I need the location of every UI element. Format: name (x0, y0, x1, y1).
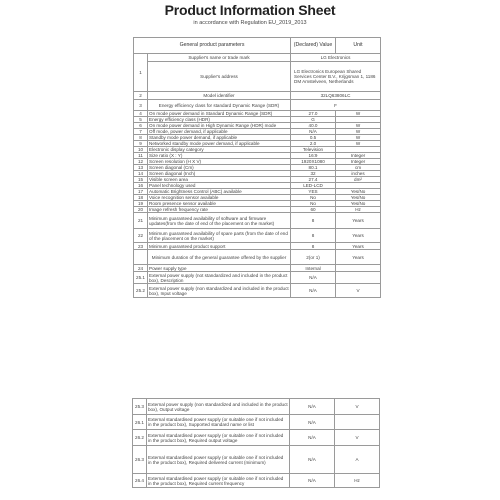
row-parameter: External power supply (non standardized and included in the product box), Output voltage (147, 399, 290, 415)
row-value: 8 (291, 243, 336, 250)
row-parameter: External standardised power supply (or suitable one if not included in the product box), Required current frequency (147, 474, 290, 488)
row-number: 16 (134, 183, 148, 189)
supplier-name-label: Supplier's name or trade mark (148, 54, 291, 62)
row-number: 26.3 (133, 446, 147, 474)
table-row (133, 415, 380, 430)
row-number: 26.2 (133, 430, 147, 446)
page-title: Product Information Sheet (164, 2, 336, 18)
row-number: 25.2 (134, 284, 148, 298)
row-parameter: Model identifier (148, 92, 291, 100)
row-number: 23 (134, 243, 148, 250)
row-parameter: On mode power demand in High Dynamic Range (HDR) mode (148, 123, 291, 129)
row-value: G (291, 117, 336, 123)
row-parameter: Networked standby mode power demand, if applicable (148, 141, 291, 147)
row-unit: W (336, 123, 381, 129)
row-value: F (291, 100, 381, 111)
row-value: N/A (290, 474, 335, 488)
row-unit: W (336, 135, 381, 141)
row-value: 32LQ63806LC (291, 92, 381, 100)
row-number: 5 (134, 117, 148, 123)
row-unit: W (336, 129, 381, 135)
row-value: N/A (290, 415, 335, 430)
table-row (134, 229, 381, 243)
row-number: 21 (134, 213, 148, 229)
row-parameter: Electronic display category (148, 147, 291, 153)
row-parameter: Standby mode power demand, if applicable (148, 135, 291, 141)
row-value: N/A (290, 430, 335, 446)
row-number: 4 (134, 111, 148, 117)
row-unit: V (335, 430, 380, 446)
row-value: Television (291, 147, 336, 153)
row-number: 25.1 (134, 272, 148, 284)
row-value: LED-LCD (291, 183, 336, 189)
row-unit: Yes/No (336, 189, 381, 195)
row-number: 1 (134, 54, 148, 92)
table-row (133, 399, 380, 415)
row-unit: Hz (335, 474, 380, 488)
row-parameter: Image refresh frequency rate (148, 207, 291, 213)
page-subtitle: in accordance with Regulation EU_2019_2013 (193, 20, 307, 26)
power-supply-table (132, 398, 380, 488)
table-row (134, 250, 381, 265)
row-number: 25.3 (133, 399, 147, 415)
row-unit: dm² (336, 177, 381, 183)
row-value: 8 (291, 229, 336, 243)
row-value: 8 (291, 213, 336, 229)
row-value: 27.0 (291, 111, 336, 117)
row-value: 27.4 (291, 177, 336, 183)
row-number: 15 (134, 177, 148, 183)
header-unit: Unit (336, 38, 381, 54)
row-number: 20 (134, 207, 148, 213)
row-value: No (291, 195, 336, 201)
supplier-name-value: LG Electronics (291, 54, 381, 62)
row-number: 9 (134, 141, 148, 147)
row-number: 19 (134, 201, 148, 207)
row-number: 13 (134, 165, 148, 171)
row-unit: Yes/No (336, 195, 381, 201)
supplier-address-label: Supplier's address (148, 62, 291, 92)
row-parameter: External power supply (non standardized and included in the product box), Input voltage (149, 285, 289, 296)
row-value: YES (291, 189, 336, 195)
row-unit: Years (336, 229, 381, 243)
supplier-address-value: LG Electronics European Shared Services Center B.V., Krijgsman 1, 1186 DM Amstelveen, Netherlands (291, 62, 381, 92)
row-unit: inches (336, 171, 381, 177)
row-parameter: Minimum guaranteed availability of spare parts (from the date of end of the placement on the market) (148, 229, 291, 243)
row-parameter: Minimum guaranteed product support (148, 243, 291, 250)
row-parameter: Energy efficiency class for standard Dynamic Range (SDR) (148, 100, 291, 111)
row-parameter: Screen resolution (H X V) (148, 159, 291, 165)
row-value: N/A (291, 284, 336, 298)
row-parameter: Off mode, power demand, if applicable (148, 129, 291, 135)
row-parameter: Minimum duration of the general guarantee offered by the supplier (148, 250, 291, 265)
row-value: No (291, 201, 336, 207)
header-value: (Declared) Value (291, 38, 336, 54)
table-row (134, 284, 381, 298)
row-unit: Years (336, 250, 381, 265)
row-value: N/A (291, 129, 336, 135)
row-parameter: Voice recognition sensor available (148, 195, 291, 201)
row-value: 32 (291, 171, 336, 177)
row-unit: W (336, 111, 381, 117)
row-number: 10 (134, 147, 148, 153)
row-parameter: Minimum guaranteed availability of software and firmware updates(from the date of end of the placement on the market) (148, 213, 291, 229)
row-number: 2 (134, 92, 148, 100)
table-row (134, 265, 381, 272)
row-unit: Integer (336, 153, 381, 159)
row-unit: W (336, 141, 381, 147)
table-row (134, 213, 381, 229)
row-unit: Hz (336, 207, 381, 213)
row-unit: Years (336, 243, 381, 250)
row-parameter: Screen diagonal (Inch) (148, 171, 291, 177)
row-unit: A (335, 446, 380, 474)
table-row (134, 54, 381, 62)
row-number: 3 (134, 100, 148, 111)
table-header-row (134, 38, 381, 54)
table-row (134, 100, 381, 111)
row-number: 8 (134, 135, 148, 141)
table-row (133, 474, 380, 488)
row-number: 18 (134, 195, 148, 201)
row-value: 0.5 (291, 135, 336, 141)
table-row (134, 92, 381, 100)
table-row (133, 446, 380, 474)
table-row (134, 62, 381, 92)
row-unit (336, 272, 381, 284)
row-parameter: External standardised power supply (or suitable one if not included in the product box), Supported standard name or list (147, 415, 290, 430)
row-number: 17 (134, 189, 148, 195)
header-parameters: General product parameters (134, 38, 291, 54)
row-unit (335, 415, 380, 430)
row-unit: Yes/No (336, 201, 381, 207)
row-parameter: On mode power demand in Standard Dynamic Range (SDR) (148, 111, 291, 117)
row-number (134, 250, 148, 265)
row-unit: V (335, 399, 380, 415)
row-parameter: Panel technology used (148, 183, 291, 189)
row-parameter: Room presence sensor available (148, 201, 291, 207)
row-value: 2(or 1) (291, 250, 336, 265)
row-value: N/A (290, 446, 335, 474)
row-number: 26.1 (133, 415, 147, 430)
row-unit: Integer (336, 159, 381, 165)
row-parameter: Size ratio (X : Y) (148, 153, 291, 159)
row-number: 14 (134, 171, 148, 177)
row-value: 2.0 (291, 141, 336, 147)
row-parameter: Visible screen area (148, 177, 291, 183)
row-value: 1920X1080 (291, 159, 336, 165)
row-parameter: Energy efficiency class (HDR) (148, 117, 291, 123)
row-value: N/A (291, 272, 336, 284)
row-value: 80.1 (291, 165, 336, 171)
row-unit (336, 265, 381, 272)
row-unit: V (336, 284, 381, 298)
row-unit: Years (336, 213, 381, 229)
product-parameters-table (133, 37, 381, 298)
row-parameter: External standardised power supply (or suitable one if not included in the product box), Required delivered current (minimum) (147, 446, 290, 474)
row-number: 22 (134, 229, 148, 243)
table-row (134, 243, 381, 250)
row-number: 7 (134, 129, 148, 135)
row-value: N/A (290, 399, 335, 415)
row-parameter: Automatic Brightness Control (ABC) available (148, 189, 291, 195)
row-value: Internal (291, 265, 336, 272)
row-parameter: Power supply type (148, 265, 291, 272)
row-number: 6 (134, 123, 148, 129)
row-unit: cm (336, 165, 381, 171)
row-number: 12 (134, 159, 148, 165)
row-value: 40.0 (291, 123, 336, 129)
table-row (133, 430, 380, 446)
row-parameter: Screen diagonal (Cm) (148, 165, 291, 171)
table-row (134, 272, 381, 284)
row-value: 60 (291, 207, 336, 213)
row-number: 26.4 (133, 474, 147, 488)
row-number: 11 (134, 153, 148, 159)
row-value: 16:9 (291, 153, 336, 159)
row-number: 24 (134, 265, 148, 272)
row-parameter: External power supply (not standardized and included in the product box), Description (148, 272, 291, 284)
row-parameter: External standardised power supply (or suitable one if not included in the product box), Required output voltage (147, 430, 290, 446)
